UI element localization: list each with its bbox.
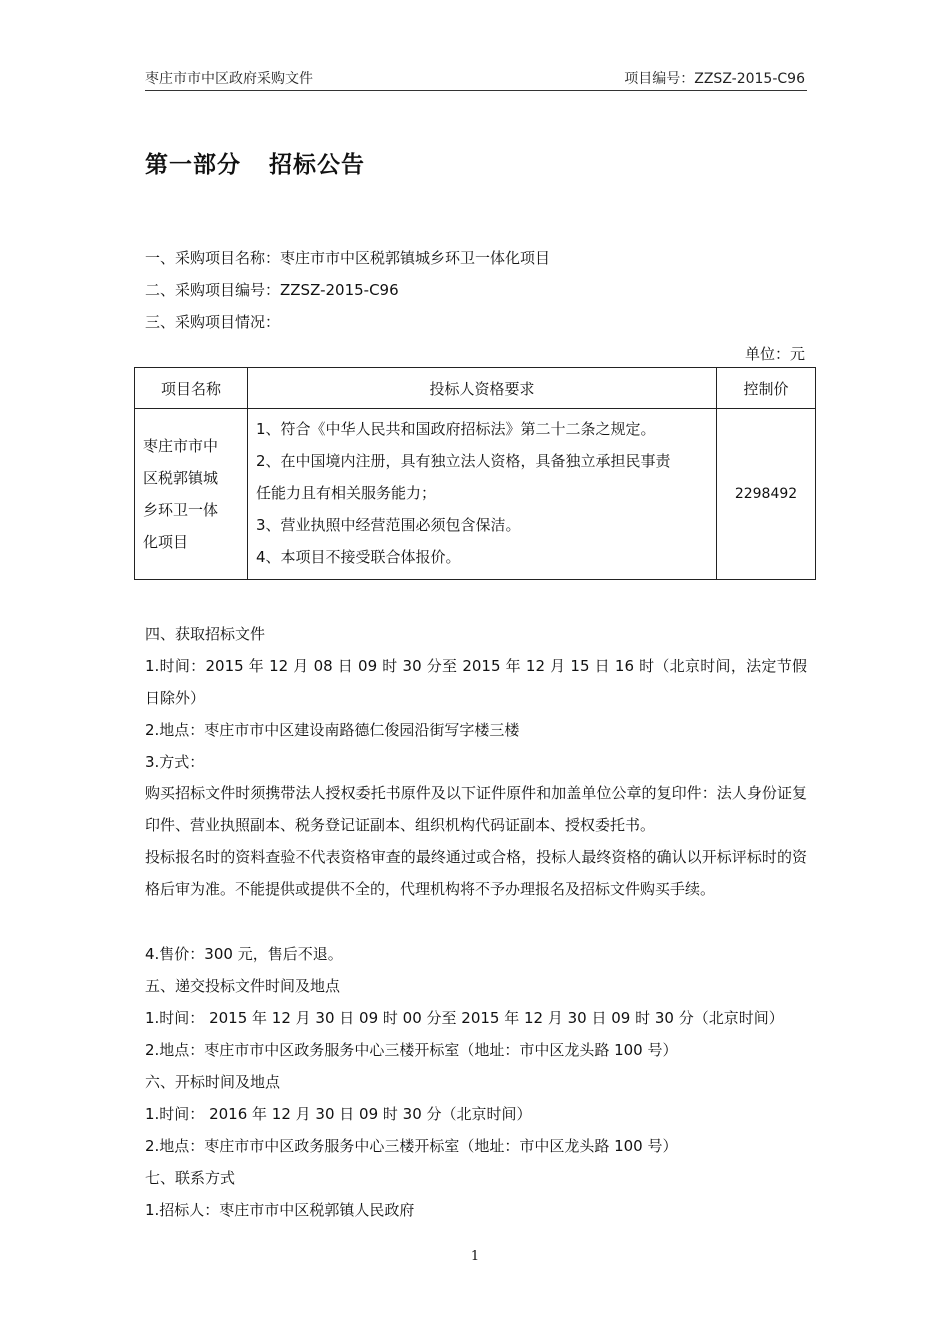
- header-doc-title: 枣庄市市中区政府采购文件: [145, 71, 313, 87]
- section5-time: 1.时间： 2015 年 12 月 30 日 09 时 00 分至 2015 年 12 月 30 日 09 时 30 分（北京时间）: [145, 1009, 784, 1027]
- section4-method-para2: 投标报名时的资料查验不代表资格审查的最终通过或合格，投标人最终资格的确认以开标评标时的资格后审为准。不能提供或提供不全的，代理机构将不予办理报名及招标文件购买手续。: [145, 848, 807, 898]
- cell-control-price: 2298492: [717, 409, 816, 580]
- section7-title: 七、联系方式: [145, 1169, 236, 1187]
- unit-label: 单位：元: [744, 345, 805, 363]
- section4-method-label: 3.方式：: [145, 753, 205, 771]
- section6-time: 1.时间： 2016 年 12 月 30 日 09 时 30 分（北京时间）: [145, 1105, 532, 1123]
- section7-tenderer: 1.招标人：枣庄市市中区税郭镇人民政府: [145, 1201, 415, 1219]
- section6-place: 2.地点：枣庄市市中区政务服务中心三楼开标室（地址：市中区龙头路 100 号）: [145, 1137, 678, 1155]
- part-heading: 招标公告: [269, 152, 365, 178]
- requirement-line: 3、营业执照中经营范围必须包含保洁。: [256, 516, 521, 534]
- section5-title: 五、递交投标文件时间及地点: [145, 977, 341, 995]
- requirement-line: 4、本项目不接受联合体报价。: [256, 548, 461, 566]
- table-header-project-name: 项目名称: [135, 368, 248, 409]
- project-name-line: 化项目: [143, 533, 189, 551]
- header-divider: [145, 90, 807, 91]
- project-name-line: 乡环卫一体: [143, 501, 219, 519]
- cell-requirements: [248, 409, 717, 580]
- table-header-price: 控制价: [717, 368, 816, 409]
- section4-title: 四、获取招标文件: [145, 625, 266, 643]
- section4-price: 4.售价：300 元，售后不退。: [145, 945, 343, 963]
- section6-title: 六、开标时间及地点: [145, 1073, 281, 1091]
- requirements-table: [134, 367, 816, 580]
- requirement-line: 2、在中国境内注册，具有独立法人资格，具备独立承担民事责: [256, 452, 671, 470]
- page-title: [145, 146, 365, 179]
- table-header-requirements: 投标人资格要求: [248, 368, 717, 409]
- item-project-number: 二、采购项目编号：ZZSZ-2015-C96: [145, 281, 399, 299]
- page-number: 1: [470, 1249, 480, 1264]
- table-header-row: [135, 368, 816, 409]
- item-project-name: 一、采购项目名称：枣庄市市中区税郭镇城乡环卫一体化项目: [145, 249, 551, 267]
- requirement-line: 1、符合《中华人民共和国政府招标法》第二十二条之规定。: [256, 420, 656, 438]
- project-name-line: 枣庄市市中: [143, 437, 219, 455]
- section4-time: 1.时间：2015 年 12 月 08 日 09 时 30 分至 2015 年 12 月 15 日 16 时（北京时间，法定节假日除外）: [145, 657, 807, 707]
- header-project-number: 项目编号：ZZSZ-2015-C96: [624, 71, 805, 87]
- item-project-status: 三、采购项目情况：: [145, 313, 281, 331]
- section4-place: 2.地点：枣庄市市中区建设南路德仁俊园沿街写字楼三楼: [145, 721, 520, 739]
- section4-method-para1: 购买招标文件时须携带法人授权委托书原件及以下证件原件和加盖单位公章的复印件：法人身份证复印件、营业执照副本、税务登记证副本、组织机构代码证副本、授权委托书。: [145, 784, 807, 834]
- table-row: [135, 409, 816, 580]
- requirement-line: 任能力且有相关服务能力；: [256, 484, 437, 502]
- project-name-line: 区税郭镇城: [143, 469, 219, 487]
- cell-project-name: [135, 409, 248, 580]
- section5-place: 2.地点：枣庄市市中区政务服务中心三楼开标室（地址：市中区龙头路 100 号）: [145, 1041, 678, 1059]
- part-label: 第一部分: [145, 152, 241, 178]
